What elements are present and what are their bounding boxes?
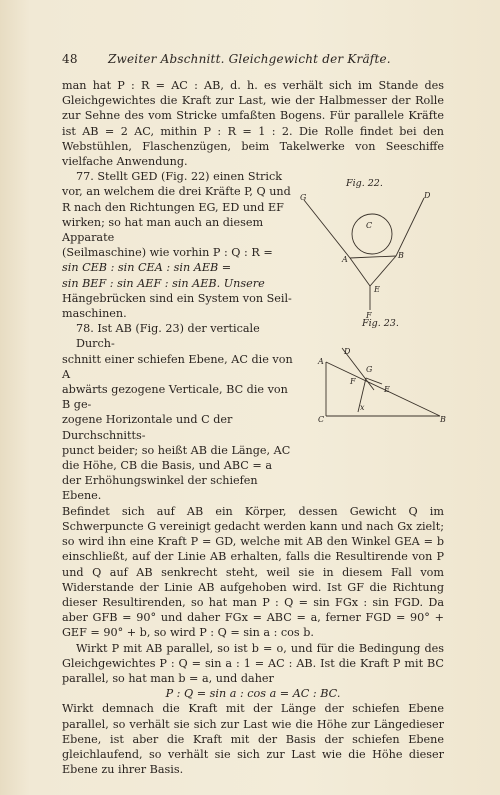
fig22-label: C (366, 221, 373, 230)
p78-line: abwärts gezogene Verticale, BC die von B ge- (62, 383, 288, 412)
figure-23-drawing (300, 318, 450, 428)
p78-line: die Höhe, CB die Basis, und ABC = a (62, 459, 273, 473)
fig22-label: G (300, 193, 307, 202)
paragraph-pulley: man hat P : R = AC : AB, d. h. es verhält sich im Stande des Gleichgewichtes die Kraft zur Last, wie der Halbmesser der Rolle zur Sehne des vom Stricke umfaßten Bogens. Für parallele Kräfte ist AB = 2 AC, mithin P : R = 1 : 2. Die Rolle findet bei den Webstühlen, Flaschenzügen, beim Takelwerke von Seeschiffe vielfache Anwendung. (62, 79, 444, 169)
fig22-label: E (374, 285, 380, 294)
p78-line: 78. Ist AB (Fig. 23) der verticale Durch- (76, 322, 260, 351)
paragraph-78-side (62, 321, 298, 503)
figure-23-caption: Fig. 23. (362, 318, 399, 329)
p78-line: schnitt einer schiefen Ebene, AC die von A (62, 352, 293, 381)
fig22-label: D (424, 191, 431, 200)
fig23-label: F (350, 377, 356, 386)
p77-line: sin CEB : sin CEA : sin AEB = (62, 261, 232, 275)
fig23-label: B (440, 415, 446, 424)
p78-line: zogene Horizontale und C der Durchschnitts- (62, 413, 233, 442)
p77-line: wirken; so hat man auch an diesem Apparate (62, 215, 264, 245)
fig23-label: D (344, 347, 351, 356)
formula: P : Q = sin a : cos a = AC : BC. (165, 687, 341, 701)
fig23-label: x (360, 403, 365, 412)
figure-23 (300, 318, 450, 428)
fig23-label: C (318, 415, 325, 424)
p78-line: der Erhöhungswinkel der schiefen Ebene. (62, 474, 258, 503)
p77-line: 77. Stellt GED (Fig. 22) einen Strick (76, 170, 283, 184)
p77-line: (Seilmaschine) wie vorhin P : Q : R = (62, 246, 273, 260)
fig22-label: F (366, 311, 372, 320)
p77-line: maschinen. (62, 307, 127, 321)
fig23-label: G (366, 365, 373, 374)
p77-line: vor, an welchem die drei Kräfte P, Q und (62, 185, 291, 199)
paragraph-77 (62, 169, 298, 321)
figure-22-drawing (300, 176, 440, 326)
paragraph-78-rest: Befindet sich auf AB ein Körper, dessen Gewicht Q im Schwerpuncte G vereinigt gedacht werden kann und nach Gx zielt; so wird ihn eine Kraft P = GD, welche mit AB den Winkel GEA = b einschließt, auf der Linie AB erhalten, falls die Resultirende von P und Q auf AB senkrecht steht, weil sie in diesem Fall vom Widerstande der Linie AB aufgehoben wird. Ist GF die Richtung dieser Resultirenden, so hat man P : Q = sin FGx : sin FGD. Da aber GFB = 90° und daher FGx = ABC = a, ferner FGD = 90° + GEF = 90° + b, so wird P : Q = sin a : cos b. (62, 504, 444, 640)
page-number: 48 (62, 52, 78, 66)
paragraph-80: Wirkt demnach die Kraft mit der Länge der schiefen Ebene parallel, so verhält sie sich zur Last wie die Höhe zur Längedieser Ebene, ist aber die Kraft mit der Basis der schiefen Ebene gleichlaufend, so verhält sie sich zur Last wie die Höhe dieser Ebene zu ihrer Basis. (62, 702, 444, 777)
p77-line: sin BEF : sin AEF : sin AEB. Unsere (62, 276, 265, 290)
p77-line: Hängebrücken sind ein System von Seil- (62, 291, 292, 305)
p77-line: R nach den Richtungen EG, ED und EF (62, 200, 284, 214)
fig22-label: B (398, 251, 404, 260)
paragraph-79: Wirkt P mit AB parallel, so ist b = o, und für die Bedingung des Gleichgewichtes P : Q = sin a : 1 = AC : AB. Ist die Kraft P mit BC parallel, so hat man b = a, und daher (62, 641, 444, 685)
figure-22 (300, 176, 440, 326)
fig23-label: E (384, 385, 390, 394)
fig22-label: A (342, 255, 348, 264)
p78-line: punct beider; so heißt AB die Länge, AC (62, 443, 291, 457)
figure-22-caption: Fig. 22. (346, 178, 383, 189)
running-title: Zweiter Abschnitt. Gleichgewicht der Kräfte. (108, 52, 391, 66)
fig23-label: A (318, 357, 324, 366)
